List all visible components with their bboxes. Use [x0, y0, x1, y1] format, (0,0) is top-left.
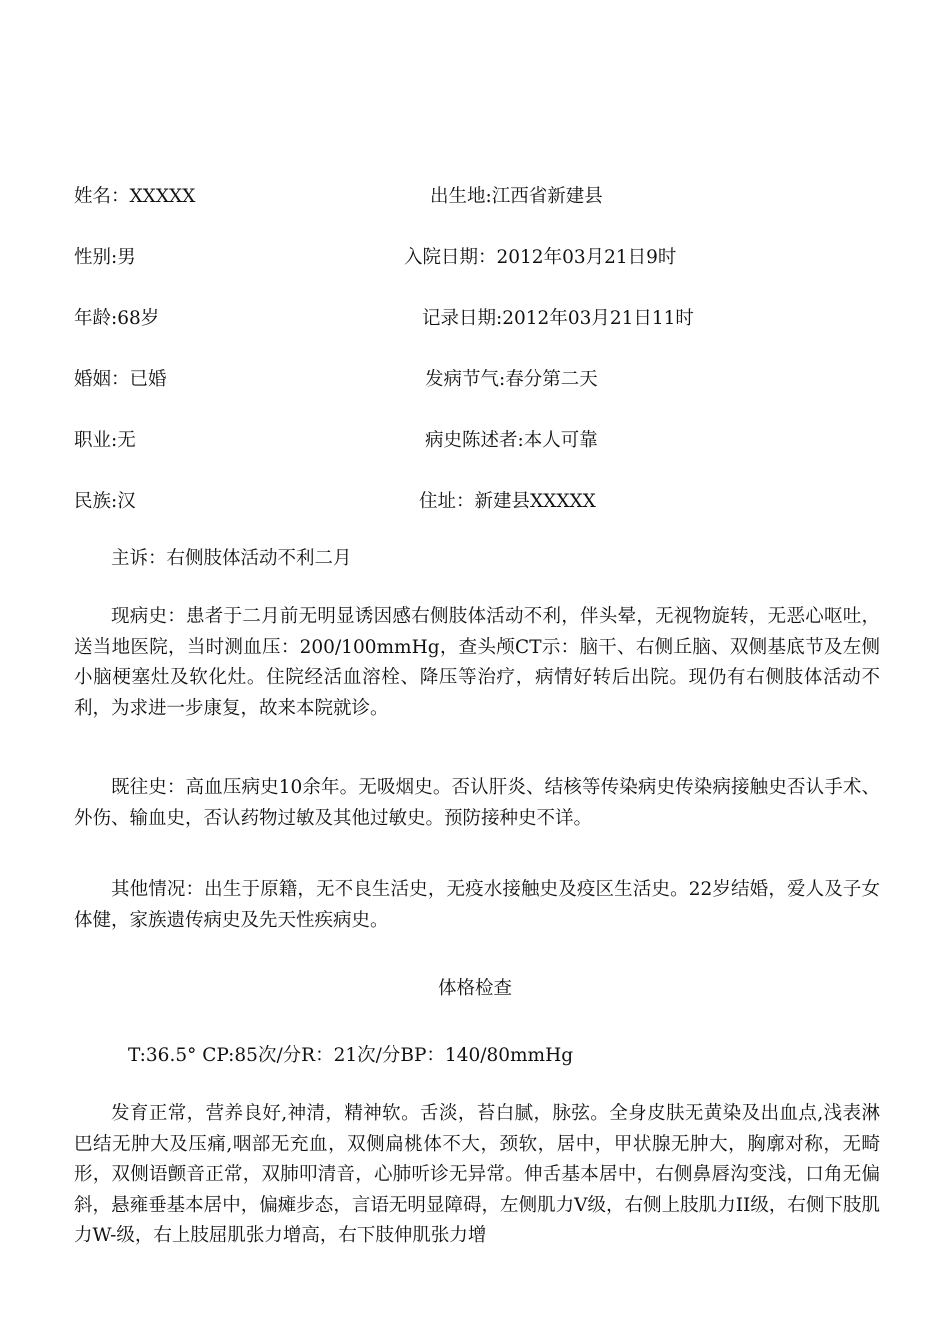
patient-marital-status: 婚姻：已婚	[74, 369, 167, 390]
vital-signs: T:36.5° CP:85次/分R：21次/分BP：140/80mmHg	[128, 1045, 574, 1066]
patient-gender: 性别:男	[74, 247, 136, 268]
patient-ethnicity: 民族:汉	[74, 491, 136, 512]
patient-age: 年龄:68岁	[74, 308, 160, 329]
patient-address: 住址：新建县XXXXX	[419, 491, 596, 512]
present-illness: 现病史：患者于二月前无明显诱因感右侧肢体活动不利，伴头晕，无视物旋转，无恶心呕吐，送当地医院，当时测血压：200/100mmHg，查头颅CT示：脑干、右侧丘脑、双侧基底节及左侧小脑梗塞灶及软化灶。住院经活血溶栓、降压等治疗，病情好转后出院。现仍有右侧肢体活动不利，为求进一步康复，故来本院就诊。	[74, 606, 880, 719]
patient-birthplace: 出生地:江西省新建县	[430, 186, 603, 207]
physical-exam-heading: 体格检查	[437, 978, 512, 999]
patient-name: 姓名：XXXXX	[74, 186, 196, 207]
patient-occupation: 职业:无	[74, 430, 136, 451]
exam-findings: 发育正常，营养良好,神清，精神软。舌淡，苔白腻，脉弦。全身皮肤无黄染及出血点,浅表淋巴结无肿大及压痛,咽部无充血，双侧扁桃体不大，颈软，居中，甲状腺无肿大，胸廓对称，无畸形，双侧语颤音正常，双肺叩清音，心肺听诊无异常。伸舌基本居中，右侧鼻唇沟变浅，口角无偏斜，悬雍垂基本居中，偏瘫步态，言语无明显障碍，左侧肌力V级，右侧上肢肌力II级，右侧下肢肌力W-级，右上肢屈肌张力增高，右下肢伸肌张力增	[74, 1103, 880, 1246]
admission-date: 入院日期：2012年03月21日9时	[404, 247, 677, 268]
onset-solar-term: 发病节气:春分第二天	[425, 369, 598, 390]
record-date: 记录日期:2012年03月21日11时	[422, 308, 694, 329]
chief-complaint: 主诉：右侧肢体活动不利二月	[111, 548, 352, 569]
past-history: 既往史：高血压病史10余年。无吸烟史。否认肝炎、结核等传染病史传染病接触史否认手术、外伤、输血史，否认药物过敏及其他过敏史。预防接种史不详。	[74, 777, 880, 829]
other-info: 其他情况：出生于原籍，无不良生活史，无疫水接触史及疫区生活史。22岁结婚，爱人及子女体健，家族遗传病史及先天性疾病史。	[74, 879, 880, 931]
history-narrator: 病史陈述者:本人可靠	[425, 430, 598, 451]
